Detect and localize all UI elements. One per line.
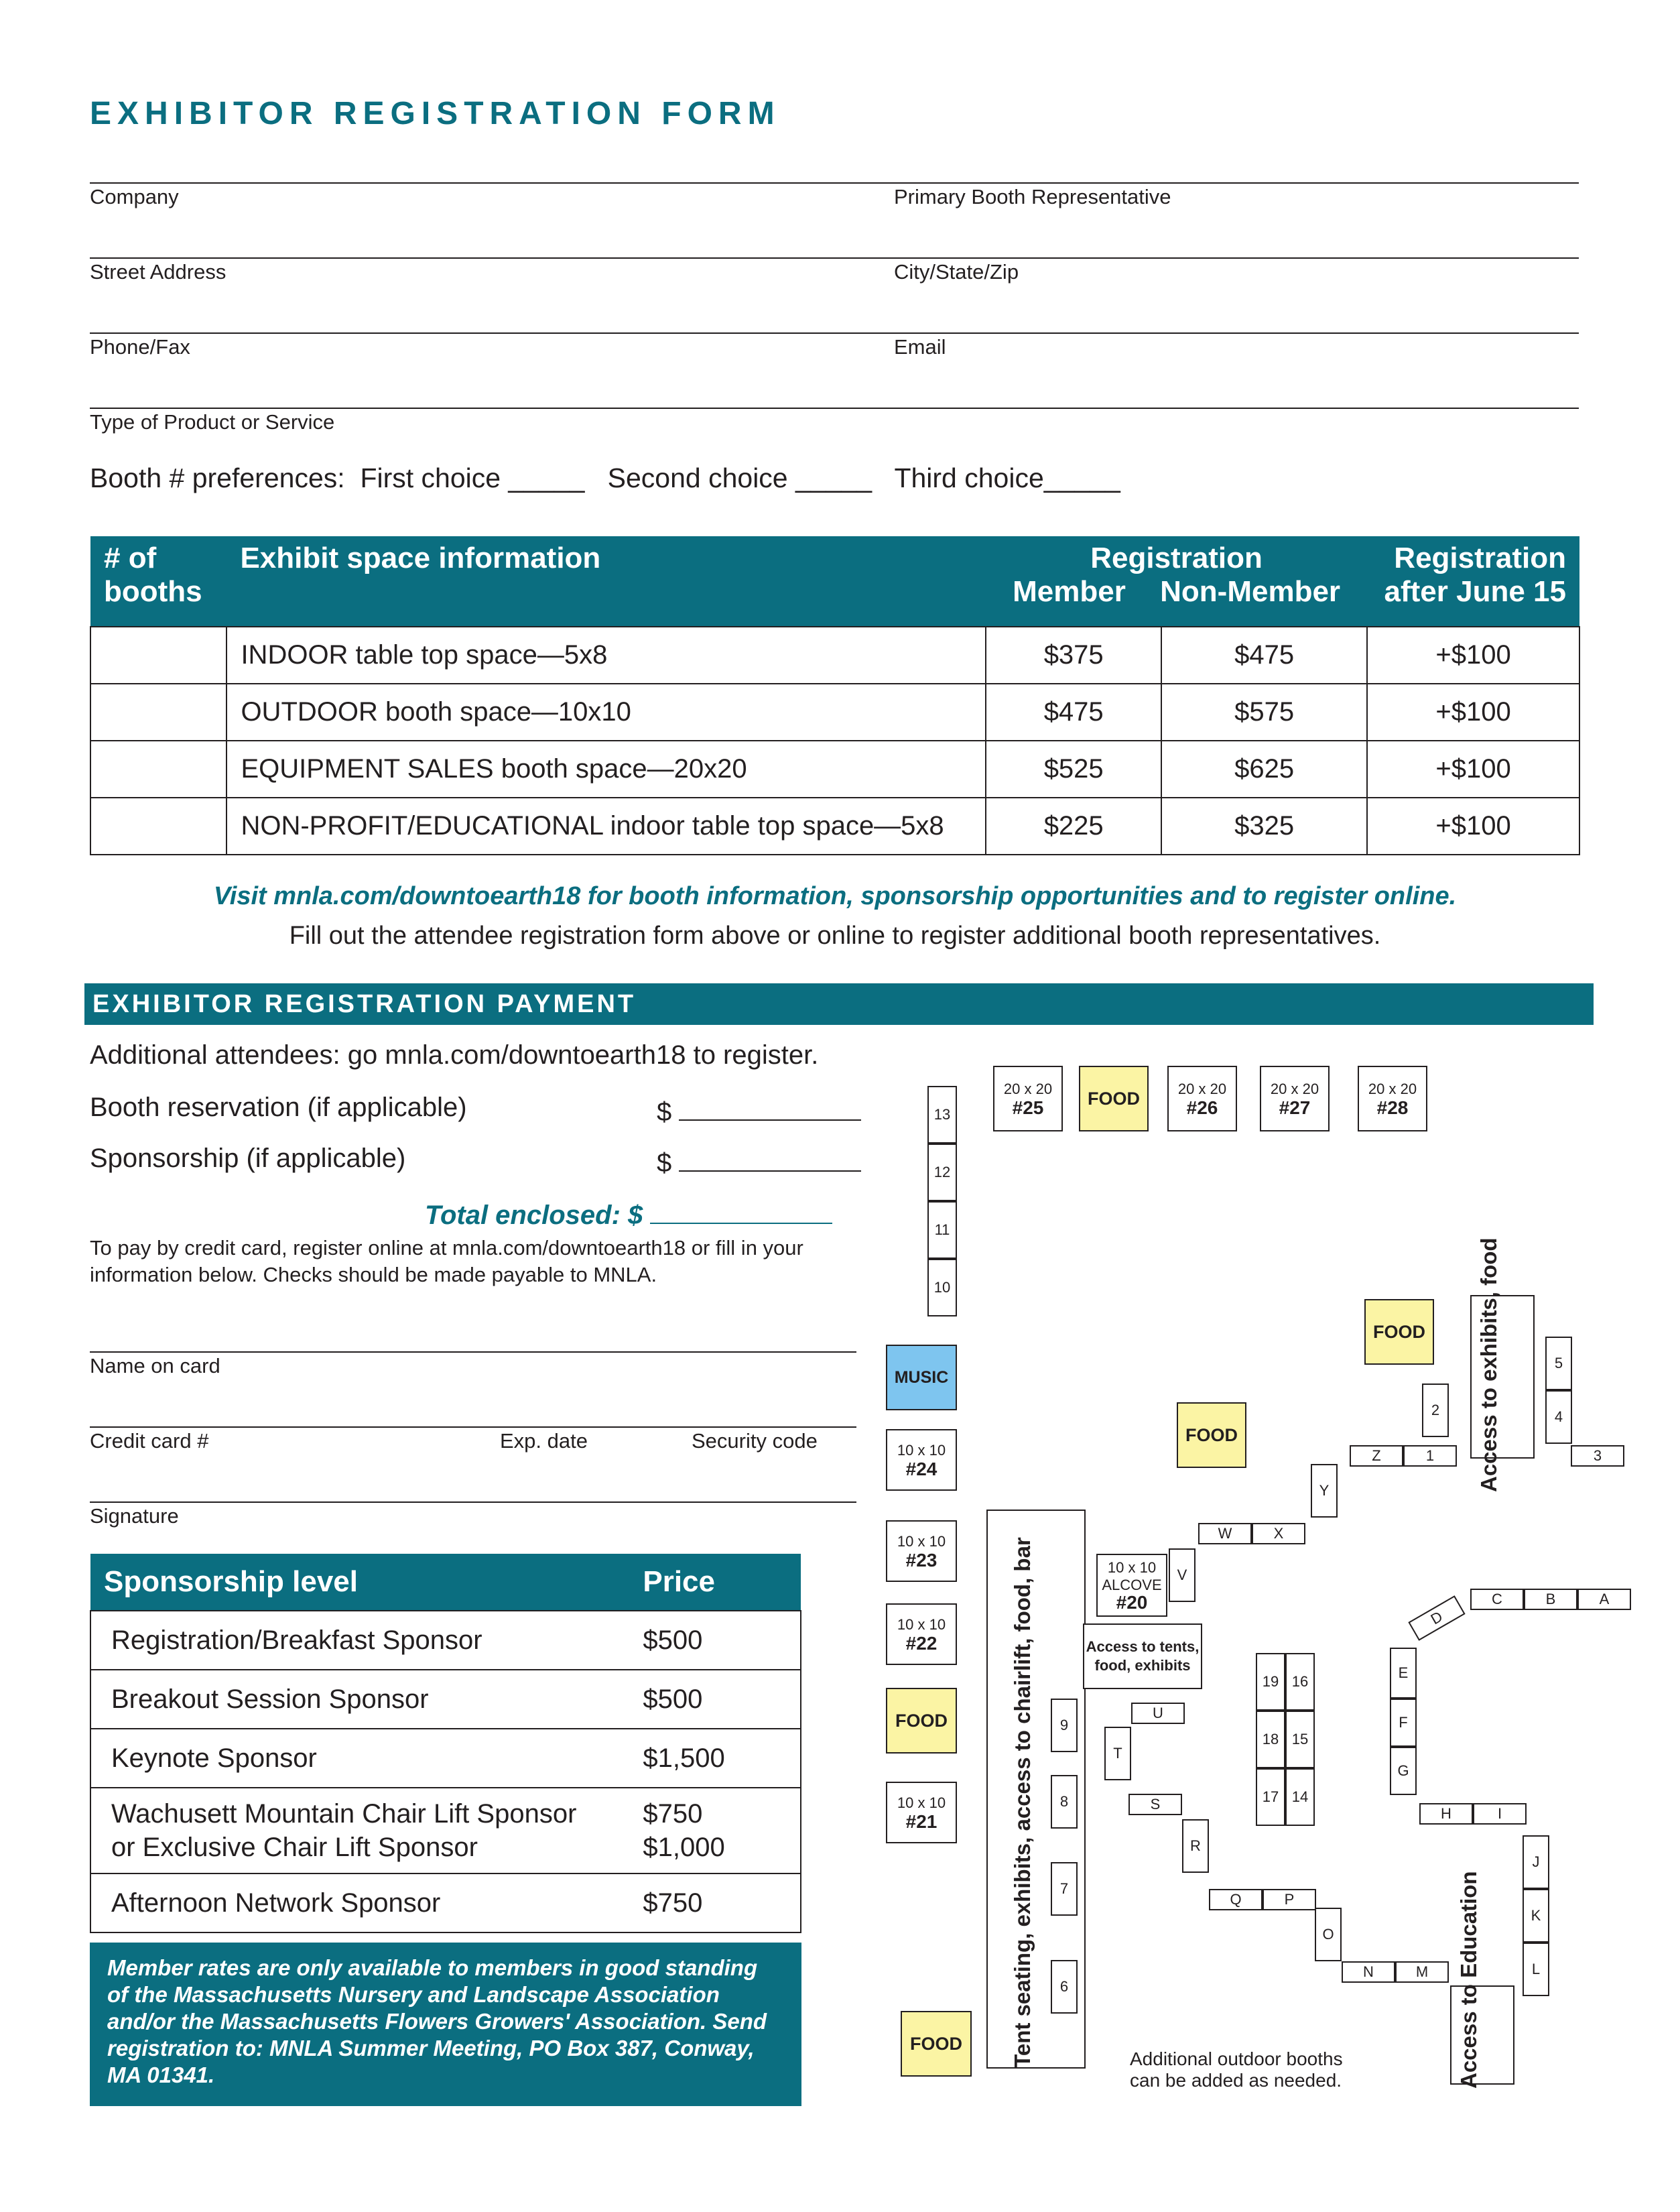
late-fee: +$100 [1367,741,1579,798]
booth-count-input[interactable] [90,741,227,798]
form-title: EXHIBITOR REGISTRATION FORM [90,96,781,131]
col-late: Registration after June 15 [1367,536,1579,627]
fillout-text: Fill out the attendee registration form above or online to register additional booth representatives. [289,922,1381,950]
booth-6[interactable]: 6 [1051,1960,1078,2014]
booth-S[interactable]: S [1128,1794,1182,1815]
access-education-sign: Access to Education [1456,1871,1481,2089]
table-row [90,1670,801,1729]
booth-23[interactable] [886,1520,957,1582]
dollar-sign: $ [657,1097,672,1127]
table-row [90,1873,801,1932]
booth-U[interactable]: U [1131,1703,1185,1724]
non-member-price: $575 [1161,684,1367,741]
booth-12[interactable]: 12 [927,1144,957,1201]
booth-26[interactable] [1167,1066,1237,1131]
booth-Y[interactable]: Y [1311,1464,1338,1518]
sponsor-level: Afternoon Network Sponsor [90,1873,643,1932]
sponsor-level: Breakout Session Sponsor [90,1670,643,1729]
music-area: MUSIC [886,1345,957,1410]
sponsor-price [643,1788,801,1873]
booth-number: #26 [1186,1097,1218,1118]
table-row [90,798,1579,855]
name-on-card-field[interactable]: Name on card [90,1354,220,1377]
booth-1[interactable]: 1 [1403,1445,1457,1467]
visit-link-text[interactable]: Visit mnla.com/downtoearth18 for booth information, sponsorship opportunities and to register online. [213,882,1457,910]
field-line [90,408,1579,409]
sponsorship-table [90,1554,801,1933]
booth-number: #24 [905,1459,938,1479]
late-fee: +$100 [1367,684,1579,741]
booth-10[interactable]: 10 [927,1259,957,1316]
booth-28[interactable] [1358,1066,1427,1131]
booth-Z[interactable]: Z [1350,1445,1403,1467]
phone-field[interactable]: Phone/Fax [90,335,190,359]
space-info: NON-PROFIT/EDUCATIONAL indoor table top space—5x8 [227,798,986,855]
booth-size: 20 x 20 [1368,1081,1417,1097]
booth-X[interactable]: X [1252,1523,1305,1544]
food-area: FOOD [901,2011,972,2077]
rep-field[interactable]: Primary Booth Representative [894,185,1171,208]
total-field[interactable] [650,1197,832,1224]
booth-T[interactable]: T [1104,1727,1131,1780]
booth-size: 10 x 10 [1107,1559,1157,1576]
booth-W[interactable]: W [1198,1523,1252,1544]
booth-J[interactable]: J [1523,1835,1549,1889]
access-exhibits-sign: Access to exhibits, food [1476,1237,1501,1492]
sponsor-price: $500 [643,1670,801,1729]
booth-M[interactable]: M [1395,1961,1449,1983]
booth-L[interactable]: L [1523,1943,1549,1996]
booth-F[interactable]: F [1390,1699,1417,1747]
booth-number: #23 [905,1550,938,1571]
booth-P[interactable]: P [1263,1889,1316,1910]
booth-count-input[interactable] [90,684,227,741]
space-info: INDOOR table top space—5x8 [227,627,986,684]
food-area: FOOD [1177,1402,1246,1468]
booth-size: 20 x 20 [1003,1081,1053,1097]
field-line [90,1426,856,1428]
member-note: Member rates are only available to members in good standing of the Massachusetts Nursery and Landscape Association and/or the Massachusetts Flowers Growers' Association. Send registration to: MNLA Summer Meeting, PO Box 387, Conway, MA 01341. [90,1943,801,2106]
booth-number: #20 [1116,1592,1148,1613]
sponsor-price: $1,500 [643,1729,801,1788]
sponsor-price-line: $1,000 [643,1833,725,1862]
sponsor-price: $750 [643,1873,801,1932]
booth-count-input[interactable] [90,798,227,855]
third-choice-field[interactable]: Third choice_____ [894,463,1120,493]
signature-field[interactable]: Signature [90,1504,179,1528]
booth-K[interactable]: K [1523,1889,1549,1943]
table-row [90,627,1579,684]
booth-13[interactable]: 13 [927,1086,957,1144]
booth-amount-field[interactable] [679,1093,861,1121]
field-line [90,257,1579,259]
food-area: FOOD [1364,1299,1434,1365]
booth-8[interactable]: 8 [1051,1775,1078,1829]
late-fee: +$100 [1367,627,1579,684]
booth-21[interactable] [886,1782,957,1843]
booth-size: 10 x 10 [897,1616,946,1633]
member-heading: Member [1013,575,1126,608]
booth-C[interactable]: C [1470,1589,1524,1610]
field-line [90,1351,856,1353]
booth-22[interactable] [886,1603,957,1665]
booth-B[interactable]: B [1524,1589,1577,1610]
table-row [90,1611,801,1670]
field-line [90,182,1579,184]
booth-size: 10 x 10 [897,1794,946,1811]
space-info: OUTDOOR booth space—10x10 [227,684,986,741]
booth-O[interactable]: O [1315,1908,1342,1961]
booth-E[interactable]: E [1390,1648,1417,1699]
booth-I[interactable]: I [1473,1803,1527,1825]
sponsor-price: $500 [643,1611,801,1670]
street-field[interactable]: Street Address [90,260,227,284]
booth-number: #25 [1012,1097,1044,1118]
booth-11[interactable]: 11 [927,1201,957,1259]
non-member-heading: Non-Member [1160,575,1341,608]
late-fee: +$100 [1367,798,1579,855]
booth-15[interactable]: 15 [1285,1711,1315,1768]
booth-14[interactable]: 14 [1285,1768,1315,1826]
booth-alcove: ALCOVE [1102,1577,1162,1593]
non-member-price: $325 [1161,798,1367,855]
booth-N[interactable]: N [1342,1961,1395,1983]
pref-label: Booth # preferences: [90,463,345,493]
booth-number: #22 [905,1633,938,1654]
booth-pricing-table [90,536,1580,855]
space-info: EQUIPMENT SALES booth space—20x20 [227,741,986,798]
booth-size: 20 x 20 [1270,1081,1319,1097]
table-row [90,1788,801,1873]
col-registration [986,536,1367,627]
booth-Q[interactable]: Q [1209,1889,1263,1910]
booth-3[interactable]: 3 [1571,1445,1624,1467]
price-heading: Price [643,1554,801,1611]
member-price: $225 [986,798,1161,855]
booth-7[interactable]: 7 [1051,1862,1078,1916]
company-field[interactable]: Company [90,185,179,208]
table-row [90,1729,801,1788]
booth-5[interactable]: 5 [1545,1337,1572,1390]
booth-27[interactable] [1260,1066,1330,1131]
member-price: $525 [986,741,1161,798]
booth-V[interactable]: V [1169,1548,1196,1602]
booth-24[interactable] [886,1429,957,1491]
booth-H[interactable]: H [1419,1803,1473,1825]
dollar-sign: $ [657,1148,672,1178]
credit-note: To pay by credit card, register online at mnla.com/downtoearth18 or fill in your information below. Checks should be made payable to MNLA. [90,1236,803,1286]
additional-attendees: Additional attendees: go mnla.com/downtoearth18 to register. [90,1040,819,1070]
non-member-price: $625 [1161,741,1367,798]
payment-heading: EXHIBITOR REGISTRATION PAYMENT [84,983,1594,1025]
product-field[interactable]: Type of Product or Service [90,410,335,434]
security-code-field[interactable]: Security code [692,1429,818,1453]
booth-G[interactable]: G [1390,1747,1417,1795]
booth-preferences [90,463,1120,494]
booth-25[interactable] [993,1066,1063,1131]
booth-count-input[interactable] [90,627,227,684]
table-row [90,684,1579,741]
booth-size: 10 x 10 [897,1442,946,1459]
food-area: FOOD [886,1688,957,1754]
exp-date-field[interactable]: Exp. date [500,1429,588,1453]
booth-size: 10 x 10 [897,1533,946,1550]
member-price: $375 [986,627,1161,684]
card-number-field[interactable]: Credit card # [90,1429,209,1453]
booth-A[interactable]: A [1577,1589,1631,1610]
sponsorship-label: Sponsorship (if applicable) [90,1144,406,1173]
sponsorship-level-heading: Sponsorship level [90,1554,643,1611]
booth-reservation-label: Booth reservation (if applicable) [90,1093,467,1122]
booth-R[interactable]: R [1182,1819,1209,1873]
additional-booths-note: Additional outdoor booths can be added as needed. [1130,2048,1343,2091]
booth-number: #28 [1376,1097,1409,1118]
sponsor-level-line: Wachusett Mountain Chair Lift Sponsor [111,1799,577,1829]
total-label: Total enclosed: $ [425,1201,643,1230]
booth-16[interactable]: 16 [1285,1653,1315,1711]
sponsor-level: Keynote Sponsor [90,1729,643,1788]
second-choice-field[interactable]: Second choice _____ [607,463,873,493]
booth-9[interactable]: 9 [1051,1699,1078,1752]
booth-2[interactable]: 2 [1422,1384,1449,1437]
sponsor-price-line: $750 [643,1799,703,1829]
registration-heading: Registration [1090,542,1263,574]
food-area: FOOD [1079,1066,1149,1131]
email-field[interactable]: Email [894,335,946,359]
booth-D[interactable]: D [1408,1595,1465,1641]
col-count: # of booths [90,536,227,627]
field-line [90,1501,856,1503]
booth-number: #21 [905,1811,938,1832]
first-choice-field[interactable]: First choice _____ [360,463,585,493]
booth-17[interactable]: 17 [1256,1768,1285,1826]
booth-18[interactable]: 18 [1256,1711,1285,1768]
booth-number: #27 [1279,1097,1311,1118]
sponsor-level-line: or Exclusive Chair Lift Sponsor [111,1833,478,1862]
booth-19[interactable]: 19 [1256,1653,1285,1711]
city-field[interactable]: City/State/Zip [894,260,1019,284]
col-info: Exhibit space information [227,536,986,627]
access-tents-sign: Access to tents, food, exhibits [1083,1623,1202,1689]
booth-4[interactable]: 4 [1545,1390,1572,1444]
non-member-price: $475 [1161,627,1367,684]
sponsor-level: Registration/Breakfast Sponsor [90,1611,643,1670]
member-price: $475 [986,684,1161,741]
tent-label: Tent seating, exhibits, access to chairlift, food, bar [1010,1537,1035,2068]
sponsor-level [90,1788,643,1873]
table-row [90,741,1579,798]
booth-20[interactable] [1096,1554,1167,1617]
sponsorship-amount-field[interactable] [679,1144,861,1172]
field-line [90,332,1579,334]
booth-size: 20 x 20 [1177,1081,1227,1097]
